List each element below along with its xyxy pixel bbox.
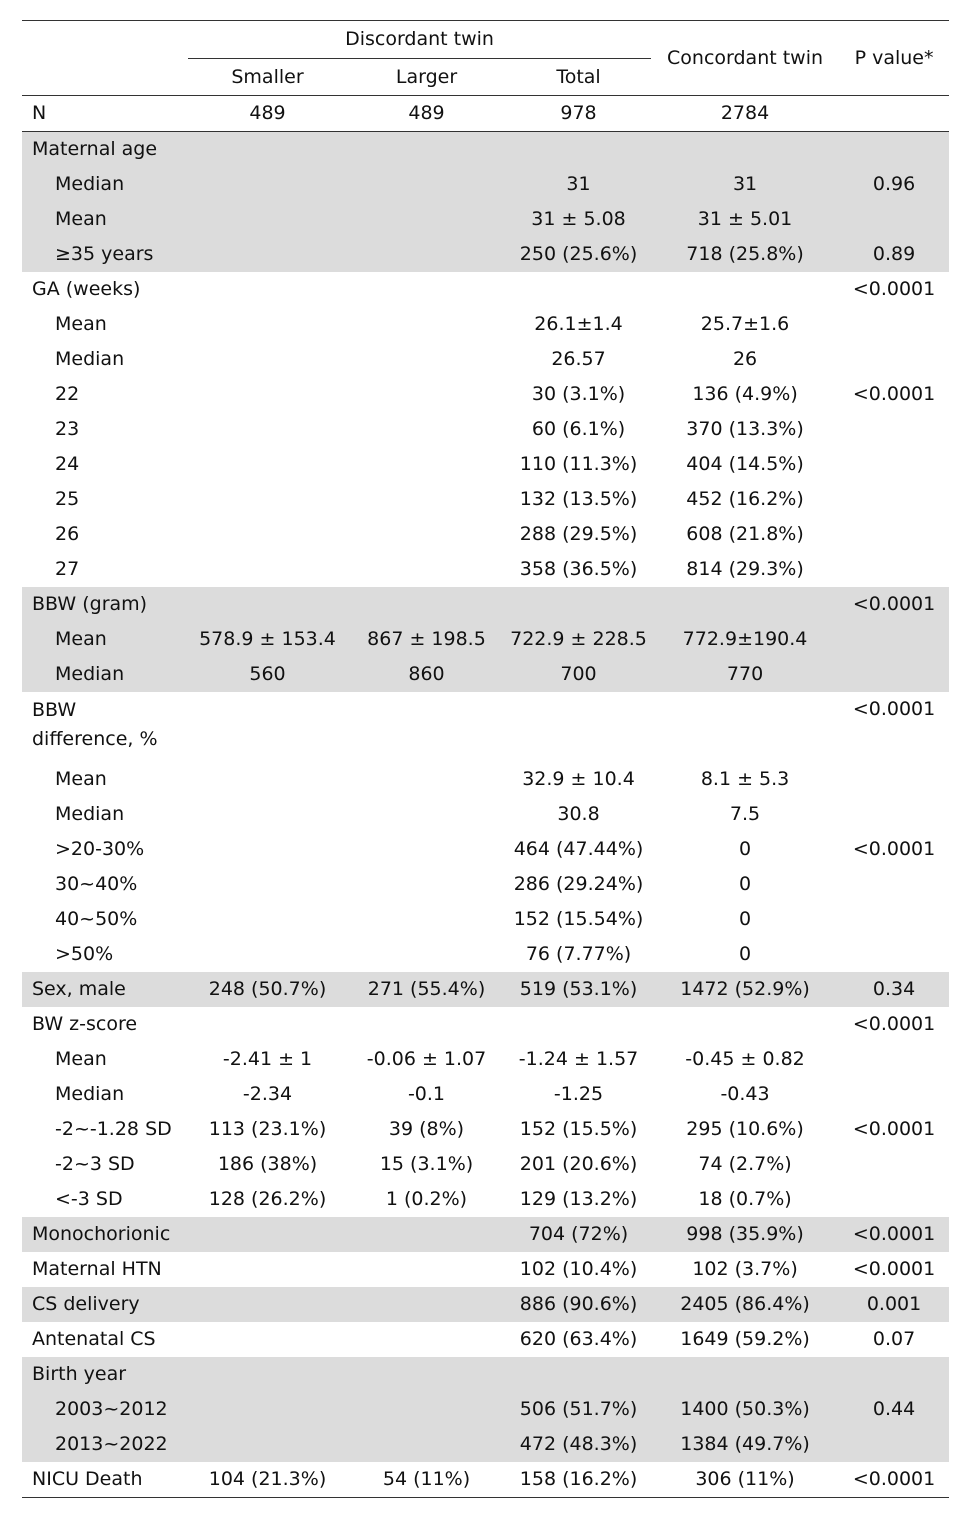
table-row [22,272,949,307]
row-label: Mean [55,768,107,790]
row-label: GA (weeks) [32,278,141,300]
cell-concordant [651,587,839,622]
table-header [22,21,949,96]
table-row [22,902,949,937]
cell-concordant: 102 (3.7%) [692,1258,798,1280]
cell-smaller [188,447,347,482]
header-discordant-twin: Discordant twin [188,21,651,59]
cell-p-value [839,937,949,972]
cell-larger [347,272,506,307]
cell-total: 472 (48.3%) [506,1427,651,1462]
cell-concordant [651,132,839,168]
cell-smaller [188,1357,347,1392]
row-label: 26 [55,523,80,545]
cell-p-value: <0.0001 [839,1217,949,1252]
cell-larger [347,412,506,447]
table-row [22,517,949,552]
cell-larger [347,692,506,762]
cell-total: 30.8 [557,803,600,825]
cell-smaller [188,377,347,412]
cell-p-value [839,552,949,587]
row-label: 27 [55,558,80,580]
cell-larger [347,1007,506,1042]
cell-smaller: 248 (50.7%) [188,972,347,1007]
cell-total: 250 (25.6%) [506,237,651,272]
table-row [22,167,949,202]
table-row [22,482,949,517]
results-table [22,20,949,1498]
table-row [22,447,949,482]
table-row [22,657,949,692]
cell-larger [347,202,506,237]
row-label: ≥35 years [22,237,188,272]
cell-concordant: 608 (21.8%) [686,523,804,545]
row-label: 22 [55,383,80,405]
row-label: BBW (gram) [22,587,188,622]
table-row [22,1112,949,1147]
cell-smaller [188,1217,347,1252]
cell-concordant: 0 [738,873,752,895]
cell-smaller [188,412,347,447]
cell-p-value [839,1147,949,1182]
table-row [22,692,949,762]
row-label: -2~-1.28 SD [55,1118,172,1140]
table-row [22,412,949,447]
cell-larger [347,1392,506,1427]
cell-smaller [188,342,347,377]
cell-larger: 860 [347,657,506,692]
cell-larger [347,167,506,202]
cell-concordant: 404 (14.5%) [686,453,804,475]
cell-smaller [188,132,347,168]
table-row [22,1217,949,1252]
cell-p-value: 0.001 [839,1287,949,1322]
cell-total [506,132,651,168]
cell-concordant: 26 [732,348,758,370]
cell-total: 158 (16.2%) [506,1462,651,1498]
cell-p-value [839,517,949,552]
table-row [22,832,949,867]
table-row [22,1077,949,1112]
cell-smaller [188,1287,347,1322]
cell-smaller [188,692,347,762]
table-body [22,96,949,1498]
cell-smaller: -2.41 ± 1 [222,1048,313,1070]
cell-concordant: 306 (11%) [651,1462,839,1498]
cell-larger [347,517,506,552]
cell-smaller [188,307,347,342]
cell-p-value: <0.0001 [852,838,936,860]
cell-concordant: 1400 (50.3%) [651,1392,839,1427]
cell-smaller [188,902,347,937]
cell-total [506,587,651,622]
cell-p-value [839,342,949,377]
results-table-container [22,20,949,1498]
header-corner [22,21,188,96]
cell-p-value [839,622,949,657]
row-label: Antenatal CS [32,1328,156,1350]
cell-smaller: 560 [188,657,347,692]
table-row [22,1357,949,1392]
table-row [22,1462,949,1498]
cell-total: 286 (29.24%) [513,873,644,895]
cell-larger [347,237,506,272]
header-larger: Larger [347,59,506,96]
table-row [22,96,949,132]
cell-larger [347,1252,506,1287]
cell-concordant: -0.45 ± 0.82 [685,1048,805,1070]
cell-concordant: 0 [738,838,752,860]
row-label: Median [22,657,188,692]
cell-smaller [188,937,347,972]
row-label [22,692,188,762]
cell-larger [347,937,506,972]
cell-p-value: 0.07 [872,1328,916,1350]
row-label: 30~40% [55,873,138,895]
cell-total: 31 [506,167,651,202]
cell-larger [347,1287,506,1322]
row-label: 2003~2012 [22,1392,188,1427]
cell-smaller [188,237,347,272]
row-label: CS delivery [22,1287,188,1322]
cell-p-value [839,447,949,482]
table-row [22,1392,949,1427]
cell-total: 132 (13.5%) [519,488,638,510]
cell-smaller [188,1007,347,1042]
cell-total: 358 (36.5%) [519,558,638,580]
table-row [22,972,949,1007]
row-label: Monochorionic [22,1217,188,1252]
cell-larger [347,1427,506,1462]
cell-total: 26.1±1.4 [534,313,623,335]
table-row [22,622,949,657]
cell-concordant: 1472 (52.9%) [651,972,839,1007]
table-row [22,1042,949,1077]
cell-p-value: <0.0001 [852,1013,936,1035]
row-label: 25 [55,488,80,510]
cell-concordant: 452 (16.2%) [686,488,804,510]
cell-concordant [651,692,839,762]
cell-smaller: 128 (26.2%) [208,1188,327,1210]
cell-concordant: 8.1 ± 5.3 [700,768,790,790]
cell-total: 288 (29.5%) [519,523,638,545]
cell-larger: -0.1 [407,1083,446,1105]
cell-smaller: -2.34 [242,1083,293,1105]
cell-total [506,1007,651,1042]
row-label: Median [55,348,125,370]
cell-smaller [188,202,347,237]
cell-larger [347,552,506,587]
row-label: >20-30% [55,838,145,860]
cell-total: 978 [506,96,651,132]
cell-concordant: 718 (25.8%) [651,237,839,272]
cell-larger: 271 (55.4%) [347,972,506,1007]
cell-larger: 867 ± 198.5 [347,622,506,657]
cell-smaller [188,1252,347,1287]
cell-total: 704 (72%) [506,1217,651,1252]
cell-total: 519 (53.1%) [506,972,651,1007]
cell-p-value: <0.0001 [839,587,949,622]
cell-total: 129 (13.2%) [519,1188,638,1210]
cell-total: 110 (11.3%) [519,453,638,475]
cell-concordant: 31 ± 5.01 [651,202,839,237]
row-label: Mean [22,622,188,657]
cell-smaller [188,1427,347,1462]
table-row [22,1322,949,1357]
cell-p-value: <0.0001 [852,383,936,405]
cell-p-value [839,657,949,692]
table-row [22,1427,949,1462]
cell-larger: 54 (11%) [347,1462,506,1498]
cell-concordant: 74 (2.7%) [698,1153,792,1175]
cell-smaller: 578.9 ± 153.4 [188,622,347,657]
cell-p-value [839,1077,949,1112]
cell-total [506,1357,651,1392]
table-row [22,1182,949,1217]
row-label: Mean [22,202,188,237]
row-label-line-2: difference, % [32,728,158,750]
cell-concordant: 136 (4.9%) [692,383,798,405]
cell-p-value: 0.89 [839,237,949,272]
cell-concordant [651,1007,839,1042]
cell-total [506,692,651,762]
cell-larger: 489 [347,96,506,132]
row-label: 40~50% [55,908,138,930]
row-label: -2~3 SD [55,1153,135,1175]
table-row [22,797,949,832]
cell-larger [347,307,506,342]
cell-p-value [839,307,949,342]
header-p-value: P value* [839,21,949,96]
cell-smaller: 186 (38%) [217,1153,318,1175]
cell-concordant: 998 (35.9%) [651,1217,839,1252]
cell-concordant [651,1357,839,1392]
cell-larger [347,377,506,412]
cell-p-value [839,202,949,237]
cell-larger: 15 (3.1%) [379,1153,474,1175]
cell-concordant: 18 (0.7%) [698,1188,792,1210]
cell-total: 60 (6.1%) [531,418,626,440]
header-smaller: Smaller [188,59,347,96]
row-label: 23 [55,418,80,440]
cell-total [506,272,651,307]
cell-p-value [839,482,949,517]
row-label: Mean [55,313,107,335]
cell-larger [347,867,506,902]
cell-total: 30 (3.1%) [531,383,626,405]
cell-larger [347,762,506,797]
table-row [22,867,949,902]
cell-total: 722.9 ± 228.5 [506,622,651,657]
cell-concordant: 1649 (59.2%) [680,1328,810,1350]
table-row [22,552,949,587]
cell-p-value [839,867,949,902]
row-label: BW z-score [32,1013,138,1035]
cell-total: 886 (90.6%) [506,1287,651,1322]
cell-total: -1.25 [553,1083,604,1105]
table-row [22,307,949,342]
cell-smaller [188,1392,347,1427]
cell-concordant: 2405 (86.4%) [651,1287,839,1322]
row-label: >50% [55,943,114,965]
header-total: Total [506,59,651,96]
cell-larger [347,797,506,832]
cell-concordant [651,272,839,307]
row-label: NICU Death [22,1462,188,1498]
cell-p-value: <0.0001 [839,1462,949,1498]
table-row [22,937,949,972]
cell-total: 102 (10.4%) [519,1258,638,1280]
row-label: <-3 SD [55,1188,123,1210]
table-row [22,1252,949,1287]
table-row [22,1007,949,1042]
cell-larger [347,342,506,377]
cell-smaller [188,867,347,902]
cell-total: 506 (51.7%) [506,1392,651,1427]
cell-total: -1.24 ± 1.57 [518,1048,639,1070]
table-row [22,237,949,272]
table-row [22,202,949,237]
cell-p-value [839,902,949,937]
cell-larger [347,1217,506,1252]
cell-concordant: 295 (10.6%) [686,1118,804,1140]
table-row [22,1147,949,1182]
cell-p-value: 0.96 [839,167,949,202]
row-label: 2013~2022 [22,1427,188,1462]
cell-p-value: <0.0001 [852,278,936,300]
cell-concordant: 770 [651,657,839,692]
cell-p-value: <0.0001 [852,698,936,720]
cell-p-value [839,96,949,132]
cell-total: 76 (7.77%) [525,943,632,965]
cell-total: 32.9 ± 10.4 [522,768,635,790]
cell-concordant: 31 [651,167,839,202]
cell-smaller: 113 (23.1%) [208,1118,327,1140]
cell-total: 152 (15.54%) [513,908,644,930]
row-label-line-1: BBW [32,699,77,721]
row-label: Maternal age [22,132,188,168]
row-label: Median [55,1083,125,1105]
cell-smaller [188,552,347,587]
cell-p-value: <0.0001 [852,1258,936,1280]
cell-larger [347,132,506,168]
cell-p-value [839,797,949,832]
table-row [22,587,949,622]
cell-smaller [188,167,347,202]
table-row [22,377,949,412]
cell-larger [347,447,506,482]
cell-larger [347,832,506,867]
row-label: Maternal HTN [32,1258,162,1280]
cell-total: 26.57 [551,348,606,370]
cell-smaller [188,1322,347,1357]
cell-total: 31 ± 5.08 [506,202,651,237]
cell-smaller: 489 [188,96,347,132]
cell-p-value: <0.0001 [852,1118,936,1140]
cell-concordant: 370 (13.3%) [686,418,804,440]
cell-smaller [188,762,347,797]
cell-larger [347,902,506,937]
cell-concordant: 772.9±190.4 [651,622,839,657]
cell-smaller [188,517,347,552]
cell-total: 201 (20.6%) [519,1153,638,1175]
row-label: 24 [55,453,80,475]
table-row [22,762,949,797]
row-label: Mean [55,1048,107,1070]
cell-smaller [188,832,347,867]
cell-concordant: 0 [738,908,752,930]
row-label: Median [55,803,125,825]
cell-concordant: 814 (29.3%) [686,558,804,580]
cell-p-value: 0.34 [839,972,949,1007]
cell-larger: -0.06 ± 1.07 [366,1048,487,1070]
cell-p-value [839,1427,949,1462]
cell-concordant: 2784 [651,96,839,132]
header-concordant-twin: Concordant twin [651,21,839,96]
cell-larger [347,1322,506,1357]
cell-total: 700 [506,657,651,692]
cell-p-value [839,1042,949,1077]
row-label: Birth year [22,1357,188,1392]
cell-smaller [188,587,347,622]
cell-p-value [839,132,949,168]
cell-smaller [188,482,347,517]
cell-smaller [188,797,347,832]
table-row [22,1287,949,1322]
row-label: N [22,96,188,132]
cell-total: 464 (47.44%) [513,838,644,860]
row-label: Median [22,167,188,202]
cell-larger [347,1357,506,1392]
cell-p-value [839,1182,949,1217]
cell-total: 620 (63.4%) [519,1328,638,1350]
cell-p-value: 0.44 [839,1392,949,1427]
cell-smaller: 104 (21.3%) [188,1462,347,1498]
table-row [22,342,949,377]
cell-smaller [188,272,347,307]
cell-p-value [839,1357,949,1392]
cell-concordant: -0.43 [720,1083,770,1105]
cell-concordant: 7.5 [729,803,761,825]
cell-concordant: 1384 (49.7%) [651,1427,839,1462]
cell-larger [347,482,506,517]
cell-concordant: 25.7±1.6 [700,313,790,335]
cell-concordant: 0 [738,943,752,965]
cell-p-value [839,412,949,447]
cell-larger [347,587,506,622]
cell-larger: 1 (0.2%) [385,1188,468,1210]
row-label: Sex, male [22,972,188,1007]
cell-p-value [839,762,949,797]
cell-larger: 39 (8%) [388,1118,465,1140]
cell-total: 152 (15.5%) [519,1118,638,1140]
header-row-1 [22,21,949,59]
table-row [22,132,949,168]
